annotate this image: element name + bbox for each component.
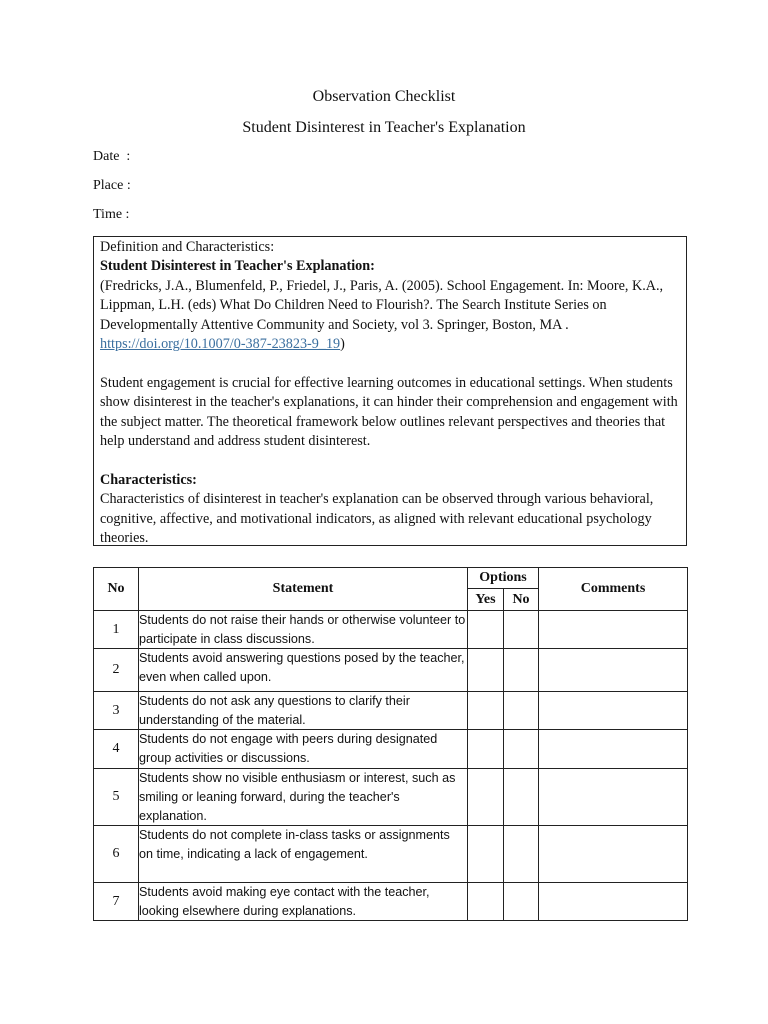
characteristics-heading: Characteristics: [100,471,197,488]
header-comments: Comments [539,568,688,611]
citation-close: ) [340,336,345,353]
no-cell[interactable] [504,611,539,649]
header-options: Options [468,568,539,589]
no-cell[interactable] [504,883,539,921]
comment-cell[interactable] [539,769,688,826]
comment-cell[interactable] [539,692,688,730]
document-subtitle: Student Disinterest in Teacher's Explanation [242,119,526,136]
yes-cell[interactable] [468,649,504,692]
no-cell[interactable] [504,730,539,769]
no-cell[interactable] [504,692,539,730]
header-statement: Statement [139,568,468,611]
document-title: Observation Checklist [312,88,456,105]
table-row [94,730,688,769]
row-statement: Students do not raise their hands or otherwise volunteer to participate in class discussions. [139,611,468,649]
row-number: 5 [94,769,139,826]
engagement-paragraph: Student engagement is crucial for effective learning outcomes in educational settings. When students show disinterest in the teacher's explanations, it can hinder their comprehension and engagement with the subject matter. The theoretical framework below outlines relevant perspectives and theories that help understand and address student disinterest. [100,374,678,450]
table-row [94,769,688,826]
no-cell[interactable] [504,649,539,692]
place-label: Place : [93,178,131,193]
row-statement: Students do not complete in-class tasks or assignments on time, indicating a lack of engagement. [139,826,468,883]
yes-cell[interactable] [468,883,504,921]
comment-cell[interactable] [539,826,688,883]
row-number: 4 [94,730,139,769]
table-row [94,692,688,730]
yes-cell[interactable] [468,692,504,730]
yes-cell[interactable] [468,769,504,826]
header-no-option: No [504,589,539,611]
comment-cell[interactable] [539,649,688,692]
citation [100,277,680,355]
no-cell[interactable] [504,769,539,826]
row-number: 3 [94,692,139,730]
checklist-table [93,567,688,921]
table-row [94,649,688,692]
definition-box [93,236,687,546]
no-cell[interactable] [504,826,539,883]
comment-cell[interactable] [539,611,688,649]
row-statement: Students do not ask any questions to clarify their understanding of the material. [139,692,468,730]
table-row [94,611,688,649]
row-number: 6 [94,826,139,883]
definition-subheading: Student Disinterest in Teacher's Explanation: [100,258,375,275]
time-label: Time : [93,207,130,222]
row-number: 2 [94,649,139,692]
date-label: Date : [93,149,131,164]
citation-text: (Fredricks, J.A., Blumenfeld, P., Friedel, J., Paris, A. (2005). School Engagement. In: Moore, K.A., Lippman, L.H. (eds) What Do Children Need to Flourish?. The Search Institute Series on Developmentally Attentive Community and Society, vol 3. Springer, Boston, MA . [100,277,664,333]
row-statement: Students do not engage with peers during designated group activities or discussions. [139,730,468,769]
definition-heading: Definition and Characteristics: [100,239,275,255]
row-statement: Students avoid answering questions posed by the teacher, even when called upon. [139,649,468,692]
comment-cell[interactable] [539,730,688,769]
header-no: No [94,568,139,611]
row-number: 1 [94,611,139,649]
yes-cell[interactable] [468,826,504,883]
comment-cell[interactable] [539,883,688,921]
row-statement: Students show no visible enthusiasm or interest, such as smiling or leaning forward, during the teacher's explanation. [139,769,468,826]
table-row [94,883,688,921]
row-statement: Students avoid making eye contact with the teacher, looking elsewhere during explanations. [139,883,468,921]
row-number: 7 [94,883,139,921]
table-row [94,826,688,883]
characteristics-text: Characteristics of disinterest in teacher's explanation can be observed through various behavioral, cognitive, affective, and motivational indicators, as aligned with relevant educational psychology theories. [100,491,654,547]
yes-cell[interactable] [468,611,504,649]
doi-link[interactable]: https://doi.org/10.1007/0-387-23823-9_19 [100,336,341,353]
header-yes: Yes [468,589,504,611]
yes-cell[interactable] [468,730,504,769]
